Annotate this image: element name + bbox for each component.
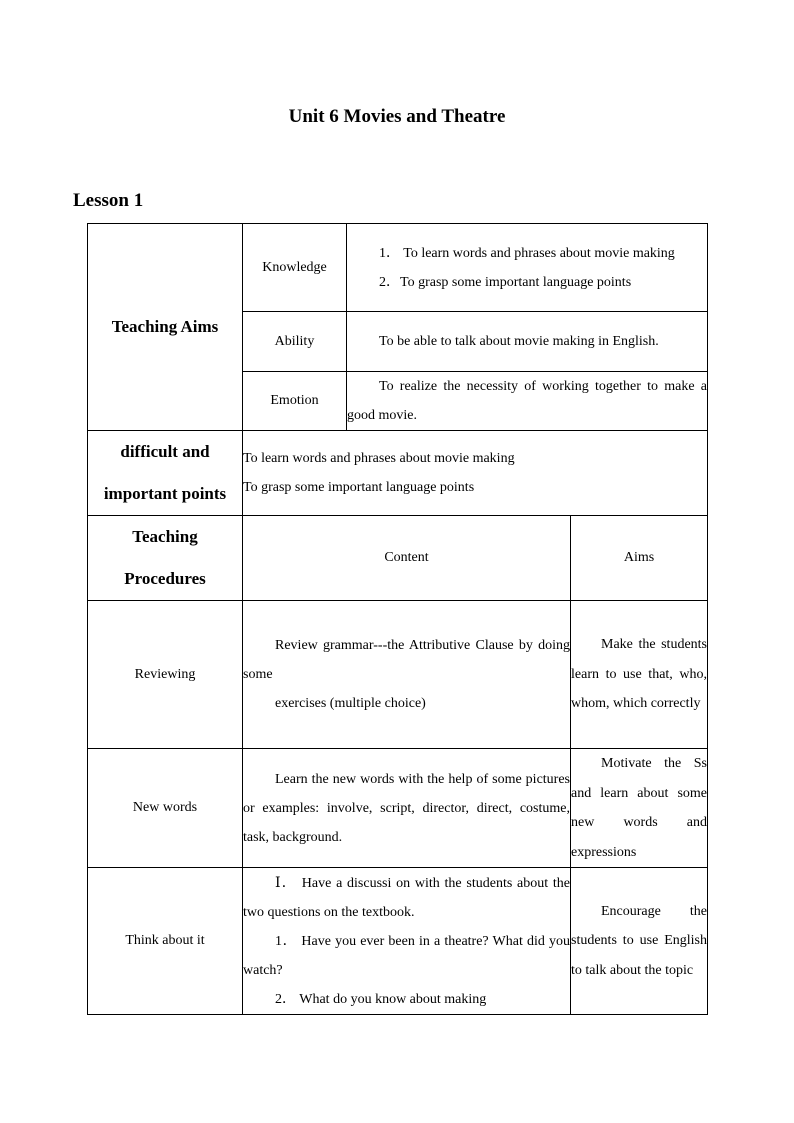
points-label-cell: [88, 431, 243, 516]
procedures-label-line-1: Teaching: [132, 527, 198, 546]
aims-cell: [571, 868, 708, 1015]
stage-cell: [88, 868, 243, 1015]
points-text-cell: [243, 431, 708, 516]
content-paragraph-3: 2． What do you know about making: [275, 991, 487, 1007]
aims-text: Encourage the students to use English to talk about the topic: [571, 903, 707, 978]
ability-label-cell: [243, 312, 347, 372]
content-cell: [243, 749, 571, 868]
content-paragraph-1: Review grammar---the Attributive Clause by doing some: [243, 638, 570, 682]
aims-cell: [571, 601, 708, 749]
teaching-aims-label: Teaching Aims: [111, 317, 219, 336]
points-row: [88, 431, 708, 516]
knowledge-label: Knowledge: [262, 259, 327, 275]
points-item-2: To grasp some important language points: [243, 480, 475, 495]
points-item-1: To learn words and phrases about movie making: [243, 451, 515, 466]
aims-text: Motivate the Ss and learn about some new words and expressions: [571, 756, 707, 860]
points-label-line-1: difficult and: [120, 442, 210, 461]
emotion-text-cell: [347, 372, 708, 431]
procedure-row-think-about-it: [88, 868, 708, 1015]
aims-header: Aims: [623, 550, 655, 565]
lesson-plan-table: [87, 223, 708, 1015]
stage-label: Reviewing: [134, 666, 196, 682]
procedure-row-new-words: [88, 749, 708, 868]
procedures-header-row: [88, 516, 708, 601]
ability-text-cell: [347, 312, 708, 372]
aims-header-cell: [571, 516, 708, 601]
knowledge-text-cell: [347, 224, 708, 312]
stage-cell: [88, 601, 243, 749]
page-title: Unit 6 Movies and Theatre: [288, 106, 506, 127]
teaching-aims-label-cell: [88, 224, 243, 431]
emotion-label-cell: [243, 372, 347, 431]
procedures-label-line-2: Procedures: [124, 569, 206, 588]
knowledge-label-cell: [243, 224, 347, 312]
content-header-cell: [243, 516, 571, 601]
stage-cell: [88, 749, 243, 868]
lesson-heading: Lesson 1: [73, 190, 144, 211]
content-paragraph-1: Ⅰ． Have a discussi on with the students about the two questions on the textbook.: [243, 875, 570, 920]
emotion-label: Emotion: [270, 393, 319, 408]
stage-label: Think about it: [125, 933, 205, 948]
procedure-row-reviewing: [88, 601, 708, 749]
procedures-label-cell: [88, 516, 243, 601]
content-cell: [243, 868, 571, 1015]
content-header: Content: [384, 550, 429, 565]
knowledge-item-1: 1． To learn words and phrases about movie making: [379, 245, 675, 261]
emotion-text: To realize the necessity of working together to make a good movie.: [347, 379, 707, 423]
aims-cell: [571, 749, 708, 868]
content-paragraph-2: exercises (multiple choice): [275, 696, 426, 711]
content-paragraph-1: Learn the new words with the help of some pictures or examples: involve, script, director, direct, costume, task, background.: [243, 771, 570, 845]
aims-knowledge-row: [88, 224, 708, 312]
knowledge-item-2: 2．To grasp some important language points: [379, 274, 632, 290]
content-cell: [243, 601, 571, 749]
aims-text: Make the students learn to use that, who, whom, which correctly: [571, 637, 707, 712]
ability-label: Ability: [274, 333, 315, 349]
ability-text: To be able to talk about movie making in English.: [379, 334, 659, 349]
points-label-line-2: important points: [103, 484, 227, 503]
stage-label: New words: [132, 800, 198, 815]
content-paragraph-2: 1． Have you ever been in a theatre? What did you watch?: [243, 933, 570, 978]
